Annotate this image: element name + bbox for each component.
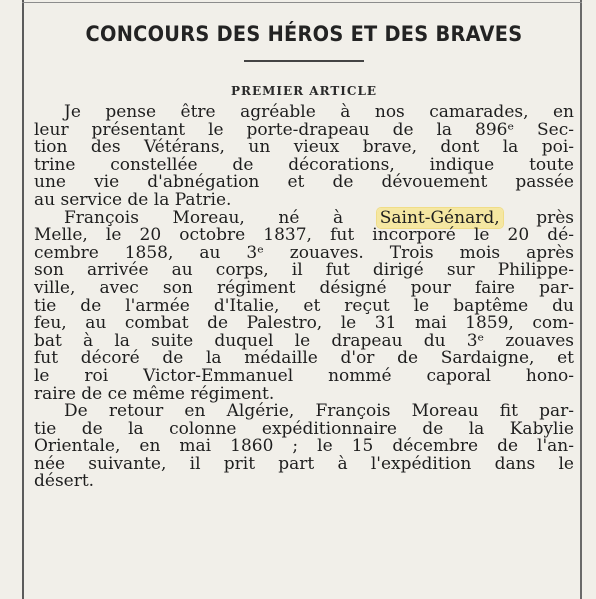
column-rule-right [580,0,582,599]
highlighted-place-name: Saint-Génard, [377,208,503,228]
text-line: trine constellée de décorations, indique toute [34,154,574,175]
text-line: le roi Victor-Emmanuel nommé caporal hono- [34,365,574,386]
text-line: fut décoré de la médaille d'or de Sardaigne, et [34,348,574,369]
text-line: Melle, le 20 octobre 1837, fut incorporé le 20 dé- [34,225,574,246]
text-line: cembre 1858, au 3ᵉ zouaves. Trois mois après [34,242,574,263]
article-title: CONCOURS DES HÉROS ET DES BRAVES [85,22,523,46]
text-line: une vie d'abnégation et de dévouement passée [34,172,574,193]
text-line: tie de la colonne expéditionnaire de la Kabylie [34,418,574,439]
text-segment: François Moreau, né à [64,207,377,228]
article-subtitle: PREMIER ARTICLE [230,84,378,98]
text-line: née suivante, il prit part à l'expédition dans le [34,453,574,474]
text-segment: près [502,207,575,228]
text-line: bat à la suite duquel le drapeau du 3ᵉ zouaves [34,330,574,351]
text-line: ville, avec son régiment désigné pour faire par- [34,277,574,298]
text-line: feu, au combat de Palestro, le 31 mai 1859, com- [34,313,574,334]
text-line: De retour en Algérie, François Moreau fit par- [64,401,574,422]
column-rule-left [22,0,24,599]
text-line: son arrivée au corps, il fut dirigé sur Philippe- [34,260,574,281]
text-line: leur présentant le porte-drapeau de la 896ᵉ Sec- [34,119,574,140]
text-line: raire de ce même régiment. [34,383,275,404]
text-line: au service de la Patrie. [34,189,232,210]
column-rule-top [22,2,582,3]
article-column [34,14,574,491]
title-divider [244,60,364,62]
text-line: désert. [34,471,95,492]
text-line: Orientale, en mai 1860 ; le 15 décembre de l'an- [34,436,574,457]
paragraph-3 [34,403,574,491]
paragraph-1 [34,104,574,210]
text-line: tie de l'armée d'Italie, et reçut le baptême du [34,295,574,316]
text-line: tion des Vétérans, un vieux brave, dont la poi- [34,137,574,158]
text-line: Je pense être agréable à nos camarades, en [64,102,574,122]
paragraph-2 [34,207,575,404]
